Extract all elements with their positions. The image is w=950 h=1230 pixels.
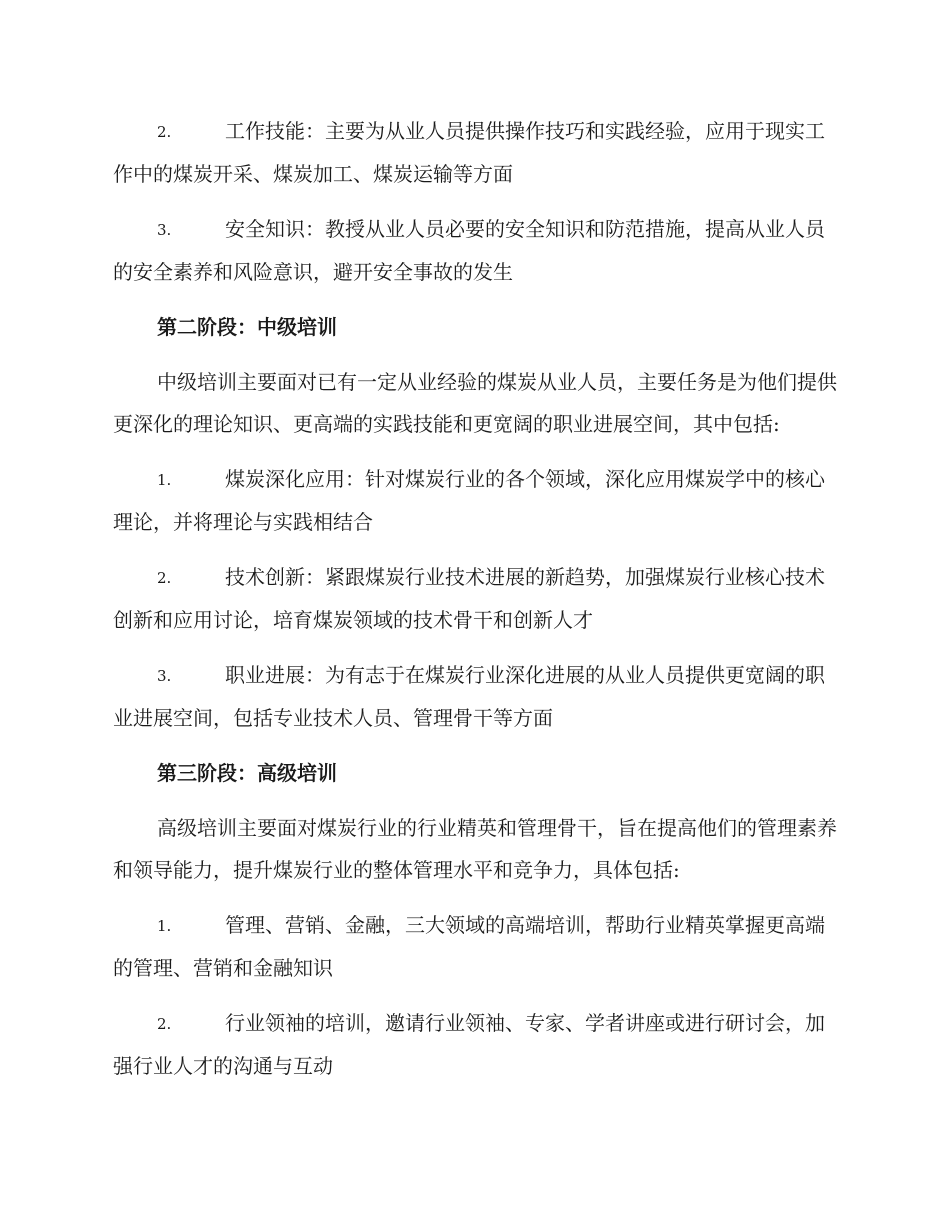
section-heading: 第二阶段：中级培训: [157, 315, 337, 339]
list-number: 2.: [157, 569, 172, 587]
list-number: 1.: [157, 917, 172, 935]
list-item: [113, 654, 837, 739]
list-item: [113, 110, 837, 195]
list-text: 行业领袖的培训，邀请行业领袖、专家、学者讲座或进行研讨会，加强行业人才的沟通与互动: [113, 1011, 825, 1078]
list-text: 安全知识：教授从业人员必要的安全知识和防范措施，提高从业人员的安全素养和风险意识，避开安全事故的发生: [113, 217, 825, 284]
list-text: 工作技能：主要为从业人员提供操作技巧和实践经验，应用于现实工作中的煤炭开采、煤炭加工、煤炭运输等方面: [113, 119, 825, 186]
list-text: 职业进展：为有志于在煤炭行业深化进展的从业人员提供更宽阔的职业进展空间，包括专业技术人员、管理骨干等方面: [113, 663, 825, 730]
section-heading: 第三阶段：高级培训: [157, 761, 337, 785]
list-number: 3.: [157, 667, 172, 685]
list-text: 煤炭深化应用：针对煤炭行业的各个领域，深化应用煤炭学中的核心理论，并将理论与实践相结合: [113, 467, 825, 534]
list-item: [113, 458, 837, 543]
document-body: [113, 110, 837, 1100]
list-text: 管理、营销、金融，三大领域的高端培训，帮助行业精英掌握更高端的管理、营销和金融知识: [113, 913, 825, 980]
list-item: [113, 208, 837, 293]
paragraph: 高级培训主要面对煤炭行业的行业精英和管理骨干，旨在提高他们的管理素养和领导能力，提升煤炭行业的整体管理水平和竞争力，具体包括:: [113, 816, 837, 882]
list-item: [113, 556, 837, 641]
paragraph: 中级培训主要面对已有一定从业经验的煤炭从业人员，主要任务是为他们提供更深化的理论知识、更高端的实践技能和更宽阔的职业进展空间，其中包括:: [113, 370, 837, 436]
list-number: 3.: [157, 221, 172, 239]
list-number: 1.: [157, 471, 172, 489]
list-number: 2.: [157, 123, 172, 141]
list-item: [113, 1002, 837, 1087]
list-item: [113, 904, 837, 989]
list-number: 2.: [157, 1015, 172, 1033]
list-text: 技术创新：紧跟煤炭行业技术进展的新趋势，加强煤炭行业核心技术创新和应用讨论，培育煤炭领域的技术骨干和创新人才: [113, 565, 825, 632]
